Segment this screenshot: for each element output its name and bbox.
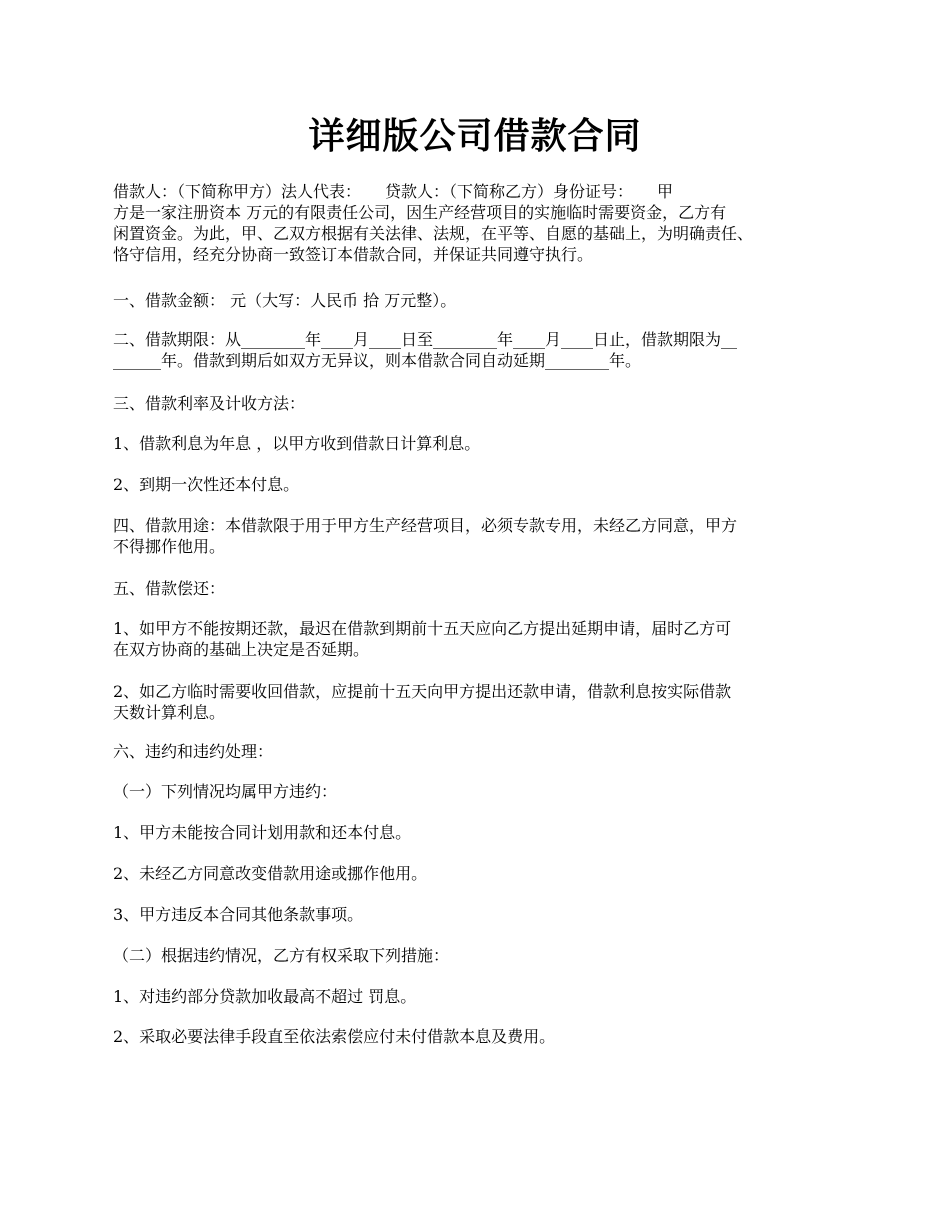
section-repayment-item-1 xyxy=(113,618,848,660)
section-interest-item-1 xyxy=(113,433,848,454)
section-text: 在双方协商的基础上决定是否延期。 xyxy=(113,640,370,659)
section-breach-a-item-3 xyxy=(113,904,848,925)
section-text: 六、违约和违约处理： xyxy=(113,742,274,761)
document-title: 详细版公司借款合同 xyxy=(308,115,642,157)
intro-paragraph xyxy=(113,181,848,265)
section-text: （二）根据违约情况，乙方有权采取下列措施： xyxy=(113,946,450,965)
intro-line: 方是一家注册资本 万元的有限责任公司，因生产经营项目的实施临时需要资金，乙方有 xyxy=(113,203,727,222)
section-text: 不得挪作他用。 xyxy=(113,537,226,556)
section-breach-b-item-1 xyxy=(113,986,848,1007)
section-breach-a-item-1 xyxy=(113,822,848,843)
section-repayment-item-2 xyxy=(113,681,848,723)
section-interest-item-2 xyxy=(113,474,848,495)
section-text: 2、如乙方临时需要收回借款，应提前十五天向甲方提出还款申请，借款利息按实际借款 xyxy=(113,682,732,701)
section-text: 2、未经乙方同意改变借款用途或挪作他用。 xyxy=(113,864,428,883)
section-text: 3、甲方违反本合同其他条款事项。 xyxy=(113,905,364,924)
section-breach-a-item-2 xyxy=(113,863,848,884)
section-breach-heading xyxy=(113,741,848,762)
section-text: 二、借款期限：从________年____月____日至________年____月____日止，借款期限为__ xyxy=(113,330,738,349)
section-breach-sub-b xyxy=(113,945,848,966)
section-breach-sub-a xyxy=(113,781,848,802)
section-loan-term xyxy=(113,329,848,371)
section-text: 2、采取必要法律手段直至依法索偿应付未付借款本息及费用。 xyxy=(113,1027,556,1046)
section-text: 1、甲方未能按合同计划用款和还本付息。 xyxy=(113,823,412,842)
section-interest-heading xyxy=(113,393,848,414)
section-text: ______年。借款到期后如双方无异议，则本借款合同自动延期________年。 xyxy=(113,351,642,370)
intro-line: 恪守信用，经充分协商一致签订本借款合同，并保证共同遵守执行。 xyxy=(113,245,594,264)
intro-line: 借款人：（下简称甲方）法人代表： 贷款人：（下简称乙方）身份证号： 甲 xyxy=(113,182,674,201)
section-text: 2、到期一次性还本付息。 xyxy=(113,475,300,494)
section-text: 一、借款金额： 元（大写：人民币 拾 万元整）。 xyxy=(113,291,457,310)
section-text: 五、借款偿还： xyxy=(113,579,226,598)
section-breach-b-item-2 xyxy=(113,1026,848,1047)
section-loan-purpose xyxy=(113,515,848,557)
section-text: 天数计算利息。 xyxy=(113,703,226,722)
section-text: 四、借款用途：本借款限于用于甲方生产经营项目，必须专款专用，未经乙方同意，甲方 xyxy=(113,516,738,535)
section-text: 1、如甲方不能按期还款，最迟在借款到期前十五天应向乙方提出延期申请，届时乙方可 xyxy=(113,619,732,638)
section-text: （一）下列情况均属甲方违约： xyxy=(113,782,338,801)
section-text: 1、对违约部分贷款加收最高不超过 罚息。 xyxy=(113,987,417,1006)
section-text: 1、借款利息为年息 ，以甲方收到借款日计算利息。 xyxy=(113,434,481,453)
intro-line: 闲置资金。为此，甲、乙双方根据有关法律、法规，在平等、自愿的基础上，为明确责任、 xyxy=(113,224,754,243)
section-repayment-heading xyxy=(113,578,848,599)
section-text: 三、借款利率及计收方法： xyxy=(113,394,306,413)
section-loan-amount xyxy=(113,290,848,311)
